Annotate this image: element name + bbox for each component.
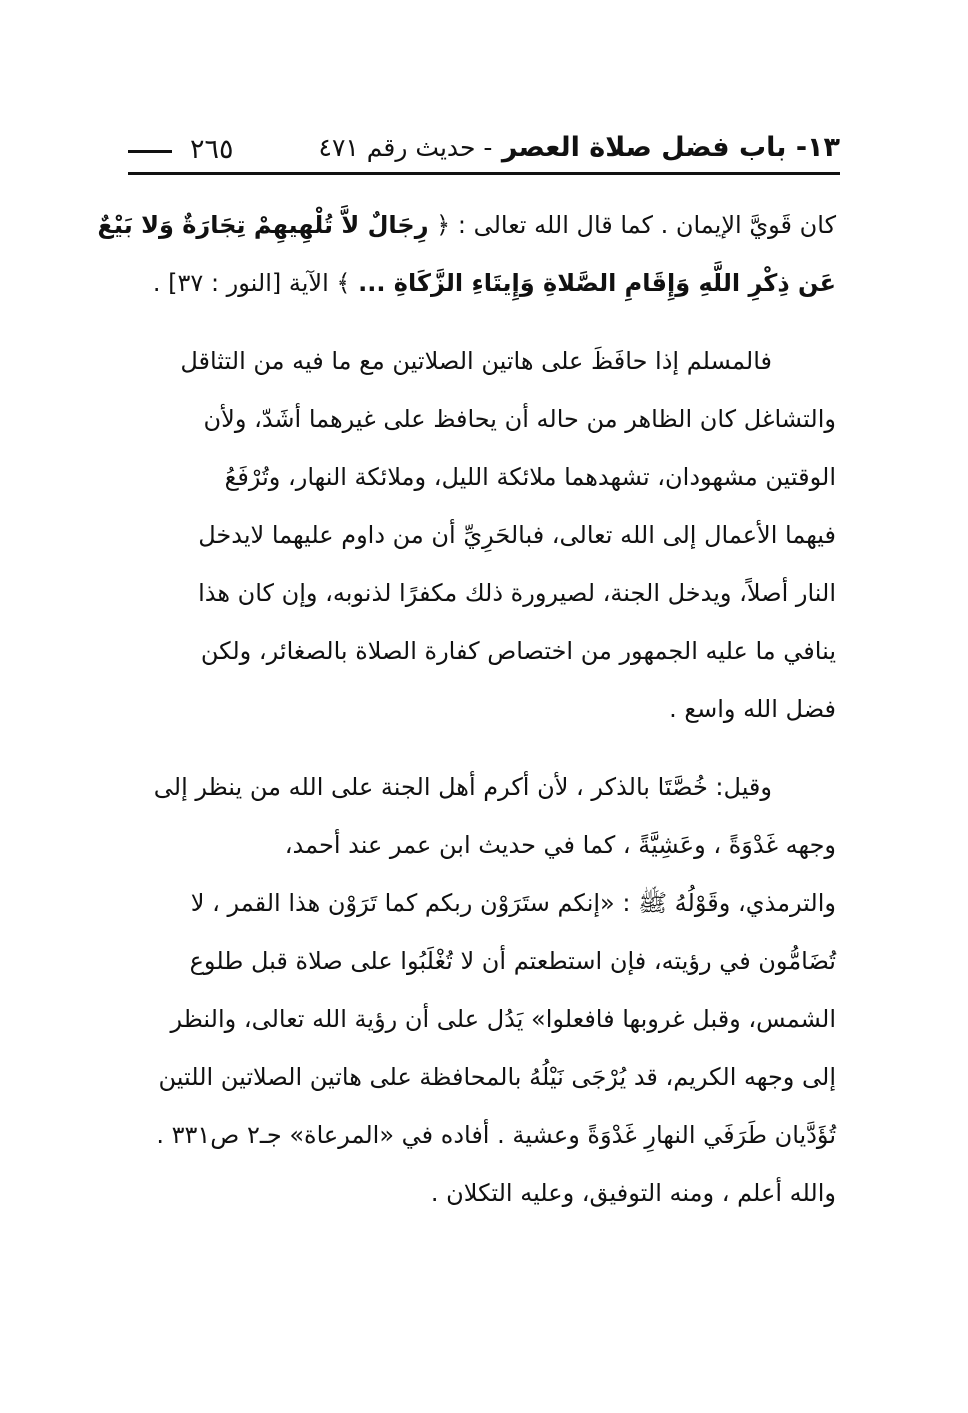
text-line xyxy=(132,254,836,312)
chapter-title: ١٣- باب فضل صلاة العصر xyxy=(501,132,840,163)
paragraph-hadith xyxy=(132,758,836,1222)
quran-verse: رِجَالٌ لاَّ تُلْهِيهِمْ تِجَارَةٌ وَلا بَيْعٌ xyxy=(97,211,429,239)
text-line: فالمسلم إذا حافَظَ على هاتين الصلاتين مع ما فيه من التثاقل xyxy=(180,347,772,375)
running-header xyxy=(128,128,840,176)
text-line: ينافي ما عليه الجمهور من اختصاص كفارة الصلاة بالصغائر، ولكن xyxy=(200,637,836,665)
hadith-number: - حديث رقم ٤٧١ xyxy=(318,133,493,162)
paragraph-quran-citation xyxy=(97,196,836,312)
text-line: تُؤَدَّيان طَرَفَي النهارِ غَدْوَةً وعشية . أفاده في «المرعاة» جـ٢ ص٣٣١ . xyxy=(156,1121,836,1149)
page-body xyxy=(97,196,836,1222)
chapter-heading xyxy=(319,128,840,168)
text-line: فضل الله واسع . xyxy=(669,695,836,723)
quran-verse: عَن ذِكْرِ اللَّهِ وَإِقَامِ الصَّلاةِ وَإِيتَاءِ الزَّكَاةِ ... xyxy=(358,269,836,297)
text-line: الشمس، وقبل غروبها فافعلوا» يَدُل على أن رؤية الله تعالى، والنظر xyxy=(170,1005,836,1033)
paragraph-explanation xyxy=(132,332,836,738)
text-segment: كان قَويَّ الإيمان . كما قال الله تعالى : ﴿ xyxy=(428,211,836,239)
text-line: والترمذي، وقَوْلُهُ ﷺ : «إنكم ستَرَوْن ربكم كما تَرَوْن هذا القمر ، لا xyxy=(190,889,836,917)
text-line: والتشاغل كان الظاهر من حاله أن يحافظ على غيرهما أشَدّ، ولأن xyxy=(203,405,836,433)
text-line: وقيل: خُصَّتَا بالذكر ، لأن أكرم أهل الجنة على الله من ينظر إلى xyxy=(153,773,772,801)
text-line: تُضَامُّون في رؤيته، فإن استطعتم أن لا تُغْلَبُوا على صلاة قبل طلوع xyxy=(189,947,836,975)
page-number: ٢٦٥ xyxy=(190,134,234,165)
text-line: والله أعلم ، ومنه التوفيق، وعليه التكلان . xyxy=(430,1179,836,1207)
page-number-dash xyxy=(128,150,172,153)
text-line: وجهه غَدْوَةً ، وعَشِيَّةً ، كما في حديث ابن عمر عند أحمد، xyxy=(284,831,836,859)
text-line: إلى وجهه الكريم، قد يُرْجَى نَيْلُهُ بالمحافظة على هاتين الصلاتين اللتين xyxy=(158,1063,836,1091)
text-line xyxy=(97,196,836,254)
text-line: فيهما الأعمال إلى الله تعالى، فبالحَرِيِّ أن من داوم عليهما لايدخل xyxy=(198,521,836,549)
text-line: الوقتين مشهودان، تشهدهما ملائكة الليل، وملائكة النهار، وتُرْفَعُ xyxy=(224,463,836,491)
header-rule xyxy=(128,172,840,175)
text-segment: ﴾ الآية [النور : ٣٧] . xyxy=(152,269,359,297)
text-line: النار أصلاً، ويدخل الجنة، لصيرورة ذلك مكفرًا لذنوبه، وإن كان هذا xyxy=(198,579,836,607)
